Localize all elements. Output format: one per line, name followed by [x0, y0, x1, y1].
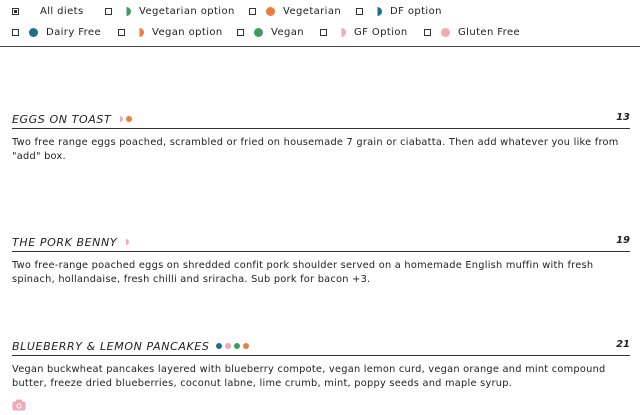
menu-item-price: 19: [616, 235, 630, 246]
menu-item-price: 21: [616, 339, 630, 350]
menu-item-eggs-on-toast[interactable]: [12, 110, 630, 163]
filter-all-diets-checkbox[interactable]: [12, 8, 19, 15]
green-half-dot-icon: [122, 7, 131, 16]
pink-half-dot-icon: [117, 116, 123, 122]
camera-icon[interactable]: [12, 399, 26, 411]
filter-vegetarian-option-label: Vegetarian option: [139, 5, 235, 17]
menu-item-price: 13: [616, 112, 630, 123]
menu-item-header: [12, 233, 630, 252]
filter-gf-option-checkbox[interactable]: [320, 29, 327, 36]
orange-dot-icon: [266, 7, 275, 16]
filter-dairy-free-checkbox[interactable]: [12, 29, 19, 36]
pink-dot-icon: [225, 343, 231, 349]
orange-dot-icon: [126, 116, 132, 122]
menu-item-title: THE PORK BENNY: [12, 235, 118, 249]
green-dot-icon: [254, 28, 263, 37]
filter-vegan[interactable]: [237, 22, 304, 42]
filter-gluten-free[interactable]: [424, 22, 520, 42]
menu-item-pork-benny[interactable]: [12, 233, 630, 286]
filter-vegan-option-label: Vegan option: [152, 26, 223, 38]
filter-all-diets[interactable]: [12, 1, 84, 21]
menu-item-description: Two free range eggs poached, scrambled or fried on housemade 7 grain or ciabatta. Then add whatever you like from "add" box.: [12, 137, 619, 162]
pink-half-dot-icon: [337, 28, 346, 37]
filter-df-option-label: DF option: [390, 5, 442, 17]
filter-all-diets-label: All diets: [40, 5, 84, 17]
green-dot-icon: [234, 343, 240, 349]
blue-dot-icon: [216, 343, 222, 349]
filter-vegetarian-option[interactable]: [105, 1, 235, 21]
filter-vegan-checkbox[interactable]: [237, 29, 244, 36]
blue-half-dot-icon: [373, 7, 382, 16]
filter-vegan-label: Vegan: [271, 26, 305, 38]
blue-dot-icon: [29, 28, 38, 37]
filter-gf-option[interactable]: [320, 22, 408, 42]
filter-vegetarian-label: Vegetarian: [283, 5, 342, 17]
menu-item-description: Two free-range poached eggs on shredded confit pork shoulder served on a homemade English muffin with fresh spinach, hollandaise, fresh chilli and sriracha. Sub pork for bacon +3.: [12, 260, 594, 285]
menu-item-header: [12, 110, 630, 129]
diet-icons: [117, 116, 132, 122]
filter-vegan-option[interactable]: [118, 22, 223, 42]
orange-half-dot-icon: [135, 28, 144, 37]
filter-dairy-free-label: Dairy Free: [46, 26, 102, 38]
filter-df-option[interactable]: [356, 1, 442, 21]
pink-half-dot-icon: [123, 239, 129, 245]
menu-item-description: Vegan buckwheat pancakes layered with blueberry compote, vegan lemon curd, vegan orange and mint compound butter, freeze dried blueberries, coconut labne, lime crumb, mint, poppy seeds and maple syrup.: [12, 364, 606, 389]
filter-gf-option-label: GF Option: [354, 26, 408, 38]
pink-dot-icon: [441, 28, 450, 37]
filter-vegetarian-option-checkbox[interactable]: [105, 8, 112, 15]
filter-vegan-option-checkbox[interactable]: [118, 29, 125, 36]
filter-gluten-free-label: Gluten Free: [458, 26, 521, 38]
menu-item-title: EGGS ON TOAST: [12, 112, 112, 126]
filter-vegetarian-checkbox[interactable]: [249, 8, 256, 15]
filter-df-option-checkbox[interactable]: [356, 8, 363, 15]
orange-dot-icon: [243, 343, 249, 349]
menu-item-blueberry-lemon-pancakes[interactable]: [12, 337, 630, 390]
diet-icons: [123, 239, 129, 245]
diet-icons: [216, 343, 249, 349]
diet-filter-bar: [0, 0, 640, 47]
filter-gluten-free-checkbox[interactable]: [424, 29, 431, 36]
filter-vegetarian[interactable]: [249, 1, 341, 21]
menu-item-title: BLUEBERRY & LEMON PANCAKES: [12, 339, 210, 353]
menu-item-header: [12, 337, 630, 356]
filter-dairy-free[interactable]: [12, 22, 101, 42]
